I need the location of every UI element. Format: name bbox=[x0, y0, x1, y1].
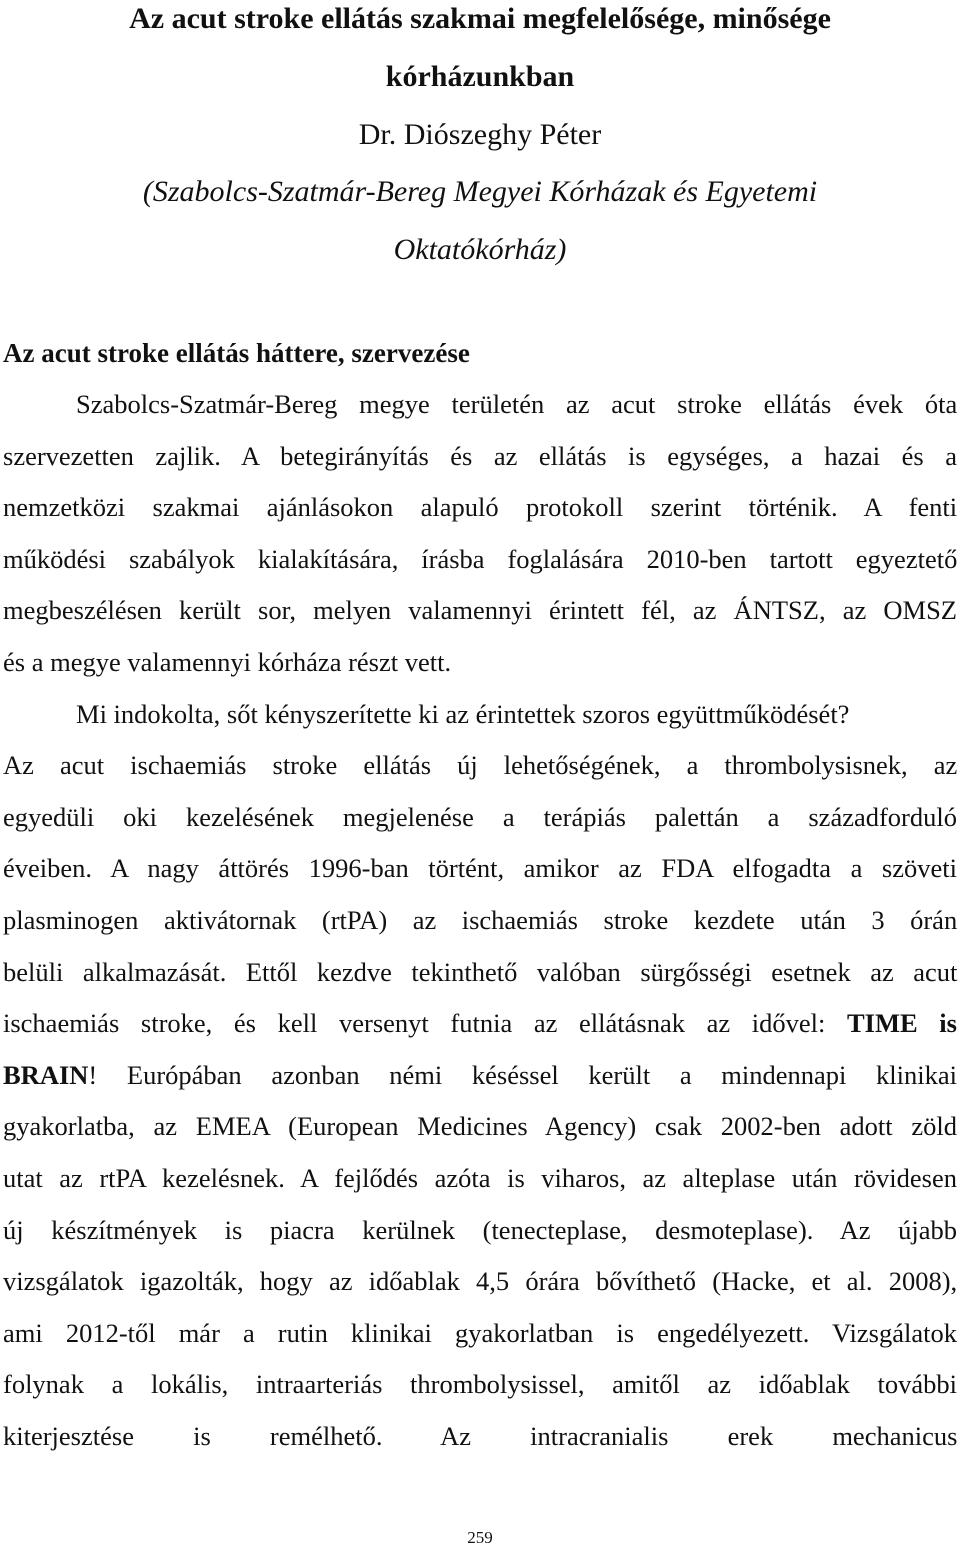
body-line: utat az rtPA kezelésnek. A fejlődés azóta is viharos, az alteplase után rövidesen bbox=[3, 1162, 957, 1193]
page-number: 259 bbox=[467, 1528, 493, 1547]
body-line: éveiben. A nagy áttörés 1996-ban történt, amikor az FDA elfogadta a szöveti bbox=[3, 853, 957, 884]
title-line-2: kórházunkban bbox=[385, 60, 575, 93]
author-affiliation bbox=[0, 163, 960, 279]
body-line bbox=[3, 998, 957, 1050]
emphasis-time-is: TIME is bbox=[847, 1008, 957, 1039]
body-line: és a megye valamennyi kórháza részt vett. bbox=[3, 646, 452, 677]
body-line: ami 2012-től már a rutin klinikai gyakorlatban is engedélyezett. Vizsgálatok bbox=[3, 1317, 957, 1348]
emphasis-brain: BRAIN bbox=[3, 1059, 89, 1090]
body-line: Szabolcs-Szatmár-Bereg megye területén az acut stroke ellátás évek óta bbox=[76, 389, 958, 419]
body-line: gyakorlatba, az EMEA (European Medicines Agency) csak 2002-ben adott zöld bbox=[3, 1111, 957, 1142]
body-line-text: ischaemiás stroke, és kell versenyt futnia az ellátásnak az idővel: bbox=[3, 1008, 826, 1039]
body-line: plasminogen aktivátornak (rtPA) az ischaemiás stroke kezdete után 3 órán bbox=[3, 904, 958, 935]
section-heading: Az acut stroke ellátás háttere, szervezése bbox=[3, 338, 470, 368]
author-name: Dr. Diószeghy Péter bbox=[358, 118, 602, 151]
title-line-1: Az acut stroke ellátás szakmai megfelelősége, minősége bbox=[129, 2, 831, 35]
body-line: megbeszélésen került sor, melyen valamennyi érintett fél, az ÁNTSZ, az OMSZ bbox=[3, 595, 957, 626]
body-line: nemzetközi szakmai ajánlásokon alapuló protokoll szerint történik. A fenti bbox=[3, 492, 958, 523]
question-line: Mi indokolta, sőt kényszerítette ki az érintettek szoros együttműködését? bbox=[76, 698, 850, 729]
body-line: működési szabályok kialakítására, írásba foglalására 2010-ben tartott egyeztető bbox=[3, 543, 958, 574]
body-line: Az acut ischaemiás stroke ellátás új lehetőségének, a thrombolysisnek, az bbox=[3, 750, 958, 781]
body-line bbox=[3, 1050, 957, 1102]
document-title bbox=[0, 0, 960, 106]
affiliation-line-1: (Szabolcs-Szatmár-Bereg Megyei Kórházak és Egyetemi bbox=[142, 175, 818, 208]
affiliation-line-2: Oktatókórház) bbox=[393, 233, 567, 266]
body-line: belüli alkalmazását. Ettől kezdve tekinthető valóban sürgősségi esetnek az acut bbox=[3, 956, 958, 987]
body-line-text: ! Európában azonban némi késéssel került a mindennapi klinikai bbox=[88, 1059, 957, 1090]
body-line: kiterjesztése is remélhető. Az intracranialis erek mechanicus bbox=[3, 1420, 958, 1451]
body-line: új készítmények is piacra kerülnek (tenecteplase, desmoteplase). Az újabb bbox=[3, 1214, 957, 1245]
body-line: szervezetten zajlik. A betegirányítás és az ellátás is egységes, a hazai és a bbox=[3, 440, 957, 471]
body-line: vizsgálatok igazolták, hogy az időablak 4,5 órára bővíthető (Hacke, et al. 2008), bbox=[3, 1266, 958, 1297]
body-line: egyedüli oki kezelésének megjelenése a terápiás palettán a századforduló bbox=[3, 801, 957, 832]
body-text bbox=[3, 379, 957, 1462]
body-line: folynak a lokális, intraarteriás thrombolysissel, amitől az időablak további bbox=[3, 1369, 957, 1400]
